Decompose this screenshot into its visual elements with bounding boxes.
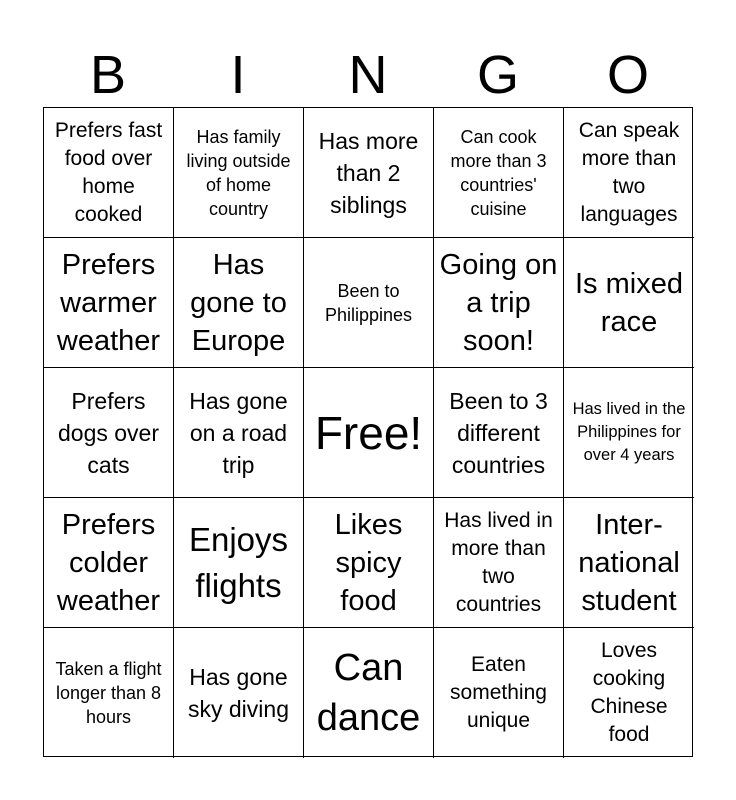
bingo-cell[interactable]: Enjoys flights	[174, 498, 304, 628]
bingo-cell[interactable]: Can cook more than 3 countries' cuisine	[434, 108, 564, 238]
bingo-cell[interactable]: Eaten something unique	[434, 628, 564, 758]
bingo-header	[43, 44, 693, 106]
bingo-cell[interactable]: Has lived in more than two countries	[434, 498, 564, 628]
bingo-cell[interactable]: Prefers colder weather	[44, 498, 174, 628]
bingo-cell[interactable]: Can speak more than two languages	[564, 108, 694, 238]
bingo-cell[interactable]: Loves cooking Chinese food	[590, 639, 668, 746]
header-letter-b: B	[89, 45, 127, 105]
bingo-cell[interactable]: Inter-national student	[564, 498, 694, 628]
bingo-cell[interactable]: Been to Philippines	[304, 238, 434, 368]
bingo-cell[interactable]: Been to 3 different countries	[434, 368, 564, 498]
bingo-cell[interactable]: Taken a flight longer than 8 hours	[44, 628, 174, 758]
bingo-cell[interactable]: Likes spicy food	[304, 498, 434, 628]
bingo-cell[interactable]: Has gone to Europe	[174, 238, 304, 368]
bingo-cell[interactable]: Has gone sky diving	[174, 628, 304, 758]
bingo-cell[interactable]: Prefers dogs over cats	[44, 368, 174, 498]
bingo-cell[interactable]: Going on a trip soon!	[434, 238, 564, 368]
bingo-cell[interactable]: Can dance	[304, 628, 434, 758]
bingo-cell[interactable]: Has family living outside of home country	[174, 108, 304, 238]
bingo-cell[interactable]: Has gone on a road trip	[174, 368, 304, 498]
header-letter-o: O	[606, 45, 649, 105]
header-letter-g: G	[476, 45, 519, 105]
bingo-cell[interactable]: Has lived in the Philippines for over 4 years	[564, 368, 694, 498]
header-letter-n: N	[348, 45, 388, 105]
bingo-cell[interactable]: Prefers fast food over home cooked	[44, 108, 174, 238]
bingo-card	[43, 107, 693, 757]
bingo-cell[interactable]: Has more than 2 siblings	[304, 108, 434, 238]
bingo-cell[interactable]: Is mixed race	[564, 238, 694, 368]
free-space[interactable]: Free!	[304, 368, 434, 498]
bingo-cell[interactable]: Prefers warmer weather	[44, 238, 174, 368]
header-letter-i: I	[230, 45, 246, 105]
